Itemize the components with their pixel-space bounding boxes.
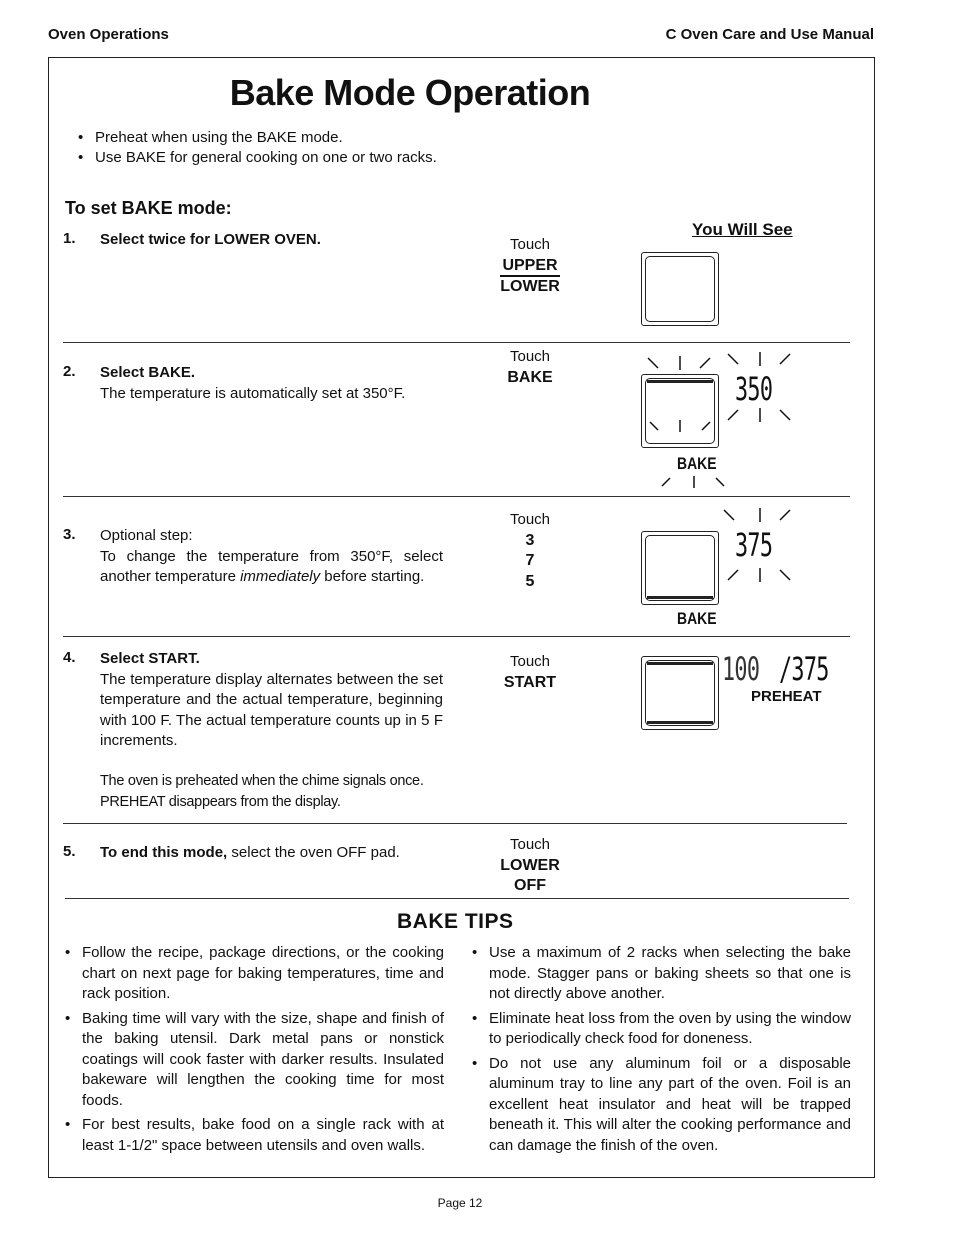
key-bake: BAKE: [507, 368, 553, 386]
key-7: 7: [525, 552, 535, 569]
tip-item: • Do not use any aluminum foil or a disposable aluminum tray to line any part of the oven. Foil is an excellent heat insulator and heat will be trapped beneath it. This will alter the cooking performance and can damage the finish of the oven.: [470, 1054, 851, 1157]
step-4-detail: The temperature display alternates between the set temperature and the actual temperature, beginning with 100 F. The actual temperature counts up in 5 F increments.: [100, 670, 443, 749]
step-3-emphasis: immediately: [240, 568, 321, 585]
set-temperature-readout: /375: [779, 650, 829, 688]
step-4-number: 4.: [63, 649, 76, 666]
header-section-label: Oven Operations: [48, 26, 169, 43]
step-2-touch: [470, 347, 590, 388]
header-manual-title: C Oven Care and Use Manual: [665, 26, 874, 43]
step-3-number: 3.: [63, 526, 76, 543]
key-5: 5: [525, 572, 535, 590]
step-4-touch: [470, 652, 590, 693]
oven-display-blank: [641, 252, 719, 326]
step-2-number: 2.: [63, 363, 76, 380]
tips-left-list: [63, 943, 444, 1160]
step-3-detail-a: To change the temperature from 350°F, select another temperature: [100, 547, 443, 585]
step-4-note: [100, 771, 450, 812]
tip-item: • Eliminate heat loss from the oven by using the window to periodically check food for doneness.: [470, 1009, 851, 1050]
divider: [63, 496, 850, 497]
tips-heading: BAKE TIPS: [397, 910, 514, 933]
step-2-instruction: Select BAKE.: [100, 364, 196, 381]
temperature-readout: 375: [735, 526, 773, 564]
step-1-instruction: Select twice for LOWER OVEN.: [100, 231, 321, 248]
key-3: 3: [525, 531, 535, 549]
step-2-text: [100, 363, 405, 404]
tip-item: • Baking time will vary with the size, shape and finish of the baking utensil. Dark metal pans or nonstick coatings will cook faster with darker results. Insulated bakeware will lengthen the cooking time for most foods.: [63, 1009, 444, 1112]
divider: [65, 898, 849, 899]
step-3-detail-b: before starting.: [320, 568, 425, 585]
actual-temperature-readout: 100: [722, 650, 760, 688]
temperature-readout: 350: [735, 370, 773, 408]
step-1-touch: [470, 235, 590, 297]
intro-bullet: • Preheat when using the BAKE mode.: [95, 128, 437, 148]
step-5-text: [100, 843, 400, 864]
bake-mode-label: BAKE: [677, 609, 717, 628]
divider: [63, 636, 850, 637]
preheat-indicator: PREHEAT: [751, 688, 822, 705]
you-will-see-heading: You Will See: [692, 220, 793, 239]
touch-label: Touch: [509, 653, 551, 670]
divider: [63, 823, 847, 824]
step-5-instruction: To end this mode,: [100, 844, 228, 861]
intro-bullet-list: [95, 128, 437, 168]
key-lower: LOWER: [500, 856, 560, 874]
step-5-touch: [470, 835, 590, 897]
flash-indicator-icon: [640, 350, 800, 495]
page-number: Page 12: [437, 1196, 483, 1210]
intro-bullet: • Use BAKE for general cooking on one or two racks.: [95, 148, 437, 168]
touch-label: Touch: [509, 348, 551, 365]
oven-display-bake: [641, 531, 719, 605]
oven-display-preheat: [641, 656, 719, 730]
key-off: OFF: [514, 877, 546, 894]
step-4-text: [100, 649, 443, 752]
tip-item: • For best results, bake food on a single rack with at least 1-1/2" space between utensils and oven walls.: [63, 1115, 444, 1156]
key-start: START: [503, 673, 557, 691]
touch-label: Touch: [509, 511, 551, 528]
touch-label: Touch: [509, 236, 551, 253]
section-subtitle: To set BAKE mode:: [65, 198, 232, 218]
tip-item: • Follow the recipe, package directions, or the cooking chart on next page for baking temperatures, time and rack position.: [63, 943, 444, 1005]
key-upper: UPPER: [500, 256, 559, 277]
step-1-text: [100, 230, 321, 251]
bake-mode-label: BAKE: [677, 454, 717, 473]
page-title: Bake Mode Operation: [229, 72, 591, 113]
flash-indicator-icon: [720, 506, 800, 586]
step-3-touch: [470, 510, 590, 592]
step-1-number: 1.: [63, 230, 76, 247]
tips-right-list: [470, 943, 851, 1160]
key-lower: LOWER: [500, 277, 560, 295]
divider: [63, 342, 850, 343]
touch-label: Touch: [509, 836, 551, 853]
step-3-optional: Optional step:: [100, 527, 193, 544]
step-3-text: [100, 526, 443, 588]
step-4-note-text: The oven is preheated when the chime signals once. PREHEAT disappears from the display.: [100, 773, 424, 810]
step-5-number: 5.: [63, 843, 76, 860]
tip-item: • Use a maximum of 2 racks when selecting the bake mode. Stagger pans or baking sheets so that one is not directly above another.: [470, 943, 851, 1005]
step-4-instruction: Select START.: [100, 650, 200, 667]
step-2-detail: The temperature is automatically set at 350°F.: [100, 384, 406, 402]
step-5-detail: select the oven OFF pad.: [227, 844, 400, 861]
